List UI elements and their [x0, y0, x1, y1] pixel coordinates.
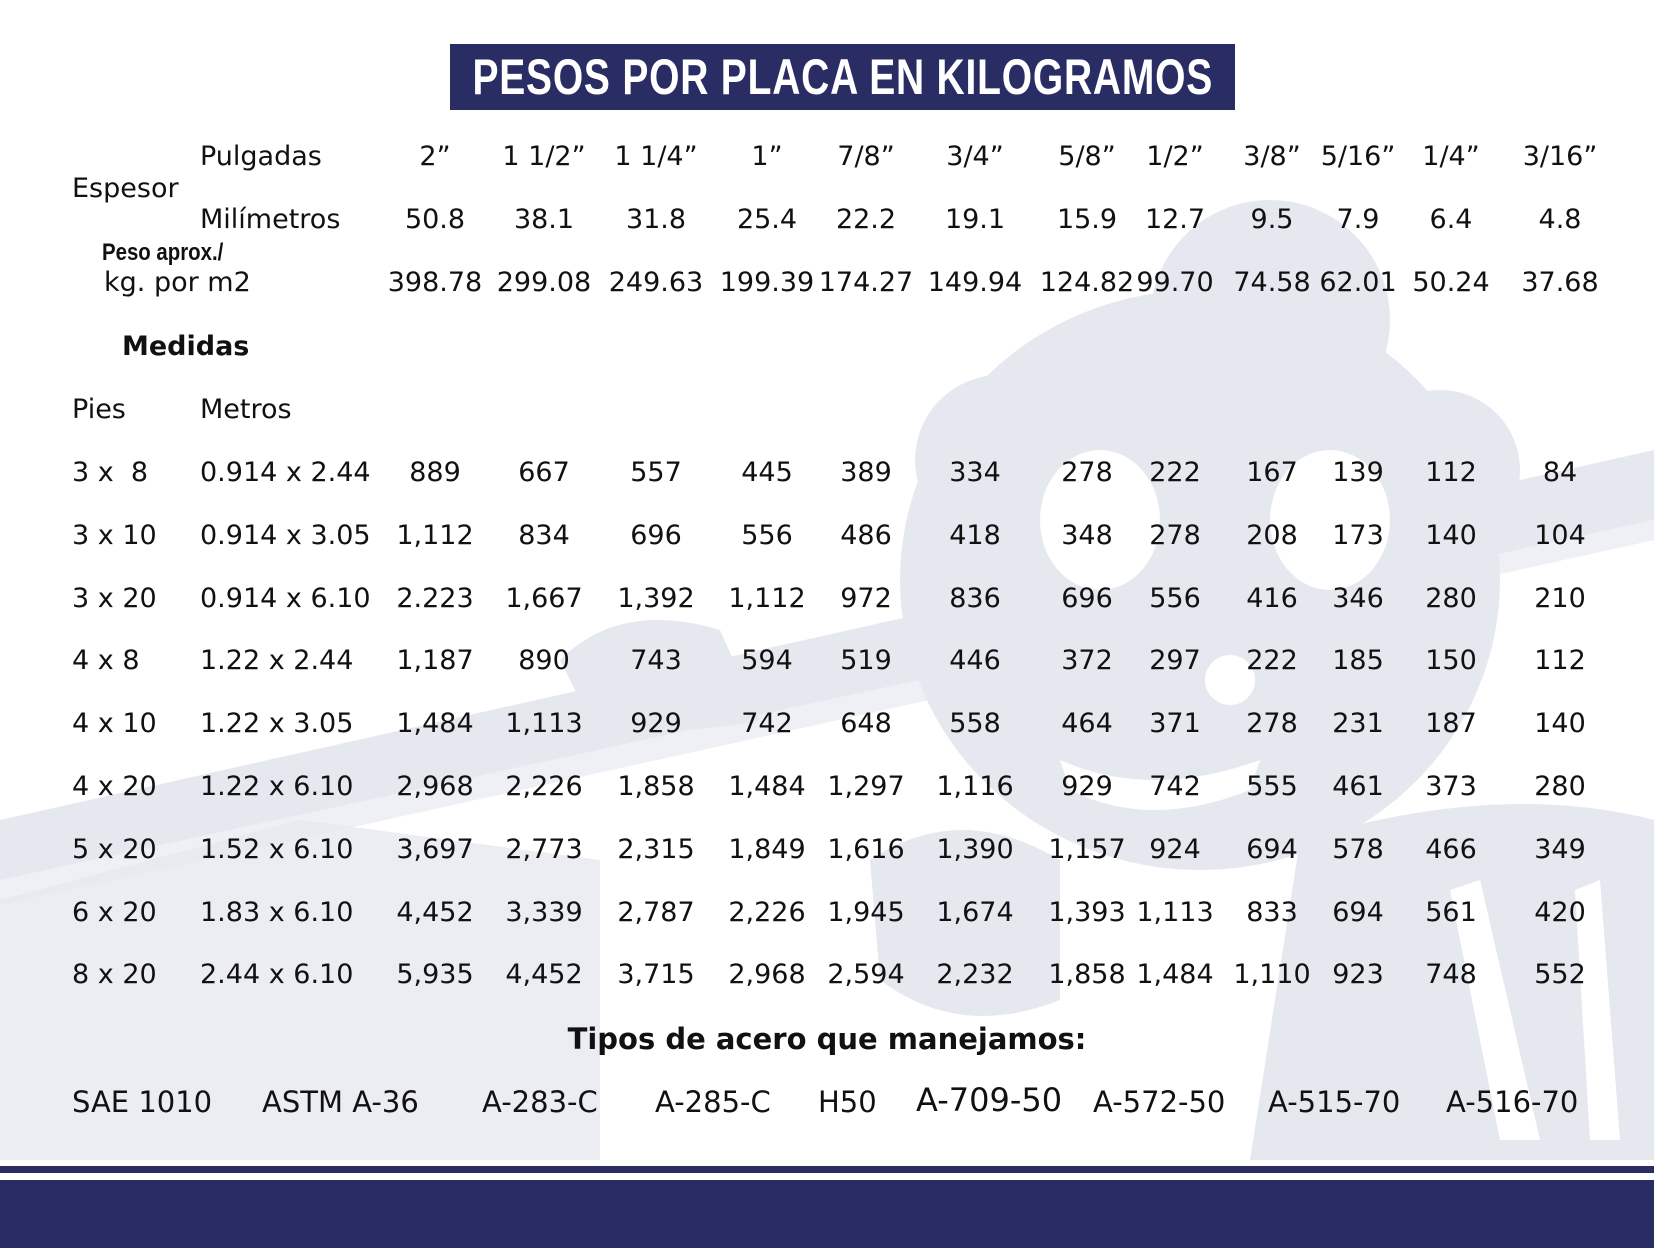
metros-label: Metros — [200, 394, 292, 425]
weight-cell: 3,715 — [617, 959, 695, 990]
weight-cell: 445 — [741, 457, 793, 488]
steel-type: A-285-C — [655, 1085, 771, 1119]
weight-cell: 743 — [630, 645, 682, 676]
peso-value: 74.58 — [1233, 267, 1311, 298]
weight-cell: 187 — [1425, 708, 1477, 739]
row-pies: 3 x 20 — [72, 583, 157, 614]
row-pies: 4 x 20 — [72, 771, 157, 802]
peso-label-line2: kg. por m2 — [104, 267, 251, 298]
weight-cell: 348 — [1061, 520, 1113, 551]
footer-divider — [0, 1166, 1654, 1173]
weight-cell: 2,226 — [505, 771, 583, 802]
peso-value: 50.24 — [1412, 267, 1490, 298]
row-pies: 4 x 8 — [72, 645, 140, 676]
weight-cell: 1,616 — [827, 834, 905, 865]
row-metros: 1.22 x 3.05 — [200, 708, 354, 739]
weight-cell: 4,452 — [505, 959, 583, 990]
pulgadas-value: 1 1/4” — [614, 141, 698, 172]
weight-cell: 185 — [1332, 645, 1384, 676]
steel-type: A-283-C — [482, 1085, 598, 1119]
pulgadas-label: Pulgadas — [200, 141, 322, 172]
weight-cell: 594 — [741, 645, 793, 676]
weight-cell: 561 — [1425, 897, 1477, 928]
peso-value: 299.08 — [496, 267, 592, 298]
weight-cell: 552 — [1534, 959, 1586, 990]
weight-cell: 222 — [1246, 645, 1298, 676]
milimetros-value: 22.2 — [835, 204, 897, 235]
milimetros-value: 15.9 — [1056, 204, 1118, 235]
peso-value: 199.39 — [719, 267, 815, 298]
peso-value: 249.63 — [608, 267, 704, 298]
weight-cell: 2,773 — [505, 834, 583, 865]
peso-value: 149.94 — [927, 267, 1023, 298]
weight-cell: 1,112 — [396, 520, 474, 551]
weight-cell: 112 — [1534, 645, 1586, 676]
weight-cell: 836 — [949, 583, 1001, 614]
pulgadas-value: 7/8” — [837, 141, 895, 172]
row-pies: 4 x 10 — [72, 708, 157, 739]
row-metros: 1.22 x 2.44 — [200, 645, 354, 676]
weight-cell: 278 — [1149, 520, 1201, 551]
weight-cell: 557 — [630, 457, 682, 488]
weight-cell: 2,315 — [617, 834, 695, 865]
weight-cell: 2,226 — [728, 897, 806, 928]
pulgadas-value: 3/16” — [1522, 141, 1598, 172]
weight-cell: 1,858 — [617, 771, 695, 802]
row-metros: 0.914 x 6.10 — [200, 583, 371, 614]
pulgadas-value: 1” — [751, 141, 783, 172]
row-metros: 1.22 x 6.10 — [200, 771, 354, 802]
pies-label: Pies — [72, 394, 126, 425]
pulgadas-value: 2” — [419, 141, 451, 172]
page-title — [450, 44, 1235, 110]
weight-cell: 742 — [741, 708, 793, 739]
weight-cell: 167 — [1246, 457, 1298, 488]
weight-cell: 694 — [1332, 897, 1384, 928]
row-pies: 5 x 20 — [72, 834, 157, 865]
weight-cell: 1,945 — [827, 897, 905, 928]
milimetros-value: 9.5 — [1250, 204, 1294, 235]
weight-cell: 280 — [1534, 771, 1586, 802]
weight-cell: 3,339 — [505, 897, 583, 928]
peso-value: 124.82 — [1039, 267, 1135, 298]
weight-cell: 278 — [1246, 708, 1298, 739]
weight-cell: 4,452 — [396, 897, 474, 928]
weight-cell: 416 — [1246, 583, 1298, 614]
row-metros: 1.52 x 6.10 — [200, 834, 354, 865]
weight-cell: 140 — [1534, 708, 1586, 739]
weight-cell: 1,112 — [728, 583, 806, 614]
weight-cell: 464 — [1061, 708, 1113, 739]
weight-cell: 208 — [1246, 520, 1298, 551]
peso-value: 398.78 — [387, 267, 483, 298]
milimetros-label: Milímetros — [200, 204, 341, 235]
weight-cell: 833 — [1246, 897, 1298, 928]
weight-cell: 748 — [1425, 959, 1477, 990]
weight-cell: 1,116 — [936, 771, 1014, 802]
pulgadas-value: 1 1/2” — [502, 141, 586, 172]
weight-cell: 418 — [949, 520, 1001, 551]
pulgadas-value: 3/8” — [1243, 141, 1301, 172]
peso-label-line1: Peso aprox./ — [102, 239, 224, 266]
weight-cell: 466 — [1425, 834, 1477, 865]
row-metros: 1.83 x 6.10 — [200, 897, 354, 928]
weight-cell: 2,594 — [827, 959, 905, 990]
weight-cell: 486 — [840, 520, 892, 551]
weight-cell: 889 — [409, 457, 461, 488]
weight-cell: 972 — [840, 583, 892, 614]
weight-cell: 694 — [1246, 834, 1298, 865]
weight-cell: 140 — [1425, 520, 1477, 551]
page-title-text: PESOS POR PLACA EN KILOGRAMOS — [472, 49, 1213, 105]
weight-cell: 696 — [1061, 583, 1113, 614]
weight-cell: 280 — [1425, 583, 1477, 614]
weight-cell: 1,484 — [1136, 959, 1214, 990]
weight-cell: 210 — [1534, 583, 1586, 614]
weight-cell: 1,484 — [728, 771, 806, 802]
weight-cell: 1,187 — [396, 645, 474, 676]
steel-type: A-515-70 — [1268, 1085, 1401, 1119]
peso-value: 99.70 — [1136, 267, 1214, 298]
milimetros-value: 31.8 — [625, 204, 687, 235]
peso-value: 62.01 — [1319, 267, 1397, 298]
steel-type: ASTM A-36 — [262, 1085, 419, 1119]
weight-cell: 834 — [518, 520, 570, 551]
milimetros-value: 38.1 — [513, 204, 575, 235]
weight-cell: 742 — [1149, 771, 1201, 802]
weight-cell: 1,667 — [505, 583, 583, 614]
row-metros: 2.44 x 6.10 — [200, 959, 354, 990]
weight-cell: 84 — [1542, 457, 1578, 488]
steel-type: A-516-70 — [1446, 1085, 1579, 1119]
weight-cell: 667 — [518, 457, 570, 488]
medidas-heading: Medidas — [122, 331, 250, 362]
weight-cell: 1,484 — [396, 708, 474, 739]
weight-cell: 420 — [1534, 897, 1586, 928]
weight-cell: 231 — [1332, 708, 1384, 739]
weight-cell: 1,858 — [1048, 959, 1126, 990]
weight-cell: 578 — [1332, 834, 1384, 865]
steel-type: H50 — [818, 1085, 877, 1119]
weight-cell: 923 — [1332, 959, 1384, 990]
weight-cell: 173 — [1332, 520, 1384, 551]
weight-cell: 1,110 — [1233, 959, 1311, 990]
espesor-label: Espesor — [72, 173, 179, 204]
weight-cell: 890 — [518, 645, 570, 676]
pulgadas-value: 5/16” — [1320, 141, 1396, 172]
row-metros: 0.914 x 2.44 — [200, 457, 371, 488]
pulgadas-value: 1/4” — [1422, 141, 1480, 172]
weight-cell: 1,157 — [1048, 834, 1126, 865]
milimetros-value: 50.8 — [404, 204, 466, 235]
weight-cell: 1,393 — [1048, 897, 1126, 928]
weight-cell: 2,968 — [396, 771, 474, 802]
row-pies: 6 x 20 — [72, 897, 157, 928]
weight-cell: 519 — [840, 645, 892, 676]
row-pies: 3 x 10 — [72, 520, 157, 551]
weight-cell: 112 — [1425, 457, 1477, 488]
weight-cell: 556 — [1149, 583, 1201, 614]
weight-cell: 3,697 — [396, 834, 474, 865]
row-pies: 8 x 20 — [72, 959, 157, 990]
weight-cell: 924 — [1149, 834, 1201, 865]
weight-cell: 150 — [1425, 645, 1477, 676]
milimetros-value: 12.7 — [1144, 204, 1206, 235]
weight-cell: 371 — [1149, 708, 1201, 739]
pulgadas-value: 3/4” — [946, 141, 1004, 172]
pulgadas-value: 1/2” — [1146, 141, 1204, 172]
weight-cell: 558 — [949, 708, 1001, 739]
milimetros-value: 7.9 — [1336, 204, 1380, 235]
weight-cell: 297 — [1149, 645, 1201, 676]
steel-type: SAE 1010 — [72, 1085, 213, 1119]
row-pies: 3 x 8 — [72, 457, 149, 488]
weight-cell: 349 — [1534, 834, 1586, 865]
steel-type: A-572-50 — [1093, 1085, 1226, 1119]
pulgadas-value: 5/8” — [1058, 141, 1116, 172]
milimetros-value: 6.4 — [1429, 204, 1473, 235]
peso-value: 174.27 — [818, 267, 914, 298]
weight-cell: 5,935 — [396, 959, 474, 990]
weight-cell: 222 — [1149, 457, 1201, 488]
weight-cell: 373 — [1425, 771, 1477, 802]
weight-cell: 555 — [1246, 771, 1298, 802]
weight-cell: 696 — [630, 520, 682, 551]
row-metros: 0.914 x 3.05 — [200, 520, 371, 551]
weight-cell: 1,113 — [505, 708, 583, 739]
weight-cell: 556 — [741, 520, 793, 551]
weight-cell: 648 — [840, 708, 892, 739]
weight-cell: 929 — [1061, 771, 1113, 802]
weight-cell: 278 — [1061, 457, 1113, 488]
peso-value: 37.68 — [1521, 267, 1599, 298]
weight-cell: 1,297 — [827, 771, 905, 802]
footer-band — [0, 1180, 1654, 1248]
milimetros-value: 19.1 — [944, 204, 1006, 235]
weight-cell: 346 — [1332, 583, 1384, 614]
weight-cell: 139 — [1332, 457, 1384, 488]
steel-type: A-709-50 — [916, 1081, 1063, 1119]
weight-cell: 1,674 — [936, 897, 1014, 928]
weight-cell: 461 — [1332, 771, 1384, 802]
weight-cell: 1,113 — [1136, 897, 1214, 928]
weight-cell: 1,392 — [617, 583, 695, 614]
weight-cell: 446 — [949, 645, 1001, 676]
weight-cell: 2,968 — [728, 959, 806, 990]
weight-cell: 372 — [1061, 645, 1113, 676]
weight-cell: 2.223 — [396, 583, 474, 614]
milimetros-value: 25.4 — [736, 204, 798, 235]
weight-cell: 2,232 — [936, 959, 1014, 990]
milimetros-value: 4.8 — [1538, 204, 1582, 235]
weight-cell: 389 — [840, 457, 892, 488]
weight-cell: 1,390 — [936, 834, 1014, 865]
steel-types-title: Tipos de acero que manejamos: — [567, 1022, 1087, 1056]
weight-cell: 929 — [630, 708, 682, 739]
weight-cell: 104 — [1534, 520, 1586, 551]
weight-cell: 2,787 — [617, 897, 695, 928]
weight-cell: 334 — [949, 457, 1001, 488]
weight-cell: 1,849 — [728, 834, 806, 865]
